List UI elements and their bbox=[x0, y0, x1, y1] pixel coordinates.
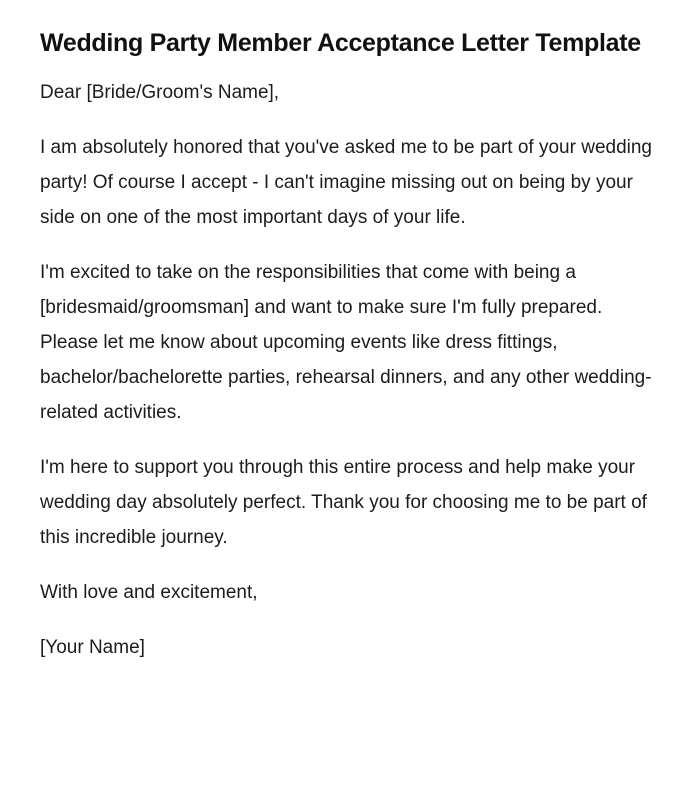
letter-closing: With love and excitement, bbox=[40, 582, 258, 603]
letter-signature: [Your Name] bbox=[40, 637, 145, 658]
letter-paragraph-1: I am absolutely honored that you've asked me to be part of your wedding party! Of course I accept - I can't imagine missing out on being by your side on one of the most important days of your life. bbox=[40, 137, 652, 228]
letter-salutation: Dear [Bride/Groom's Name], bbox=[40, 82, 280, 103]
letter-paragraph-2: I'm excited to take on the responsibilities that come with being a [bridesmaid/groomsman] and want to make sure I'm fully prepared. Please let me know about upcoming events like dress fittings, bachelor/bachelorette parties, rehearsal dinners, and any other wedding-related activities. bbox=[40, 262, 652, 423]
document-title: Wedding Party Member Acceptance Letter Template bbox=[40, 29, 641, 57]
letter-paragraph-3: I'm here to support you through this entire process and help make your wedding day absolutely perfect. Thank you for choosing me to be part of this incredible journey. bbox=[40, 457, 647, 548]
